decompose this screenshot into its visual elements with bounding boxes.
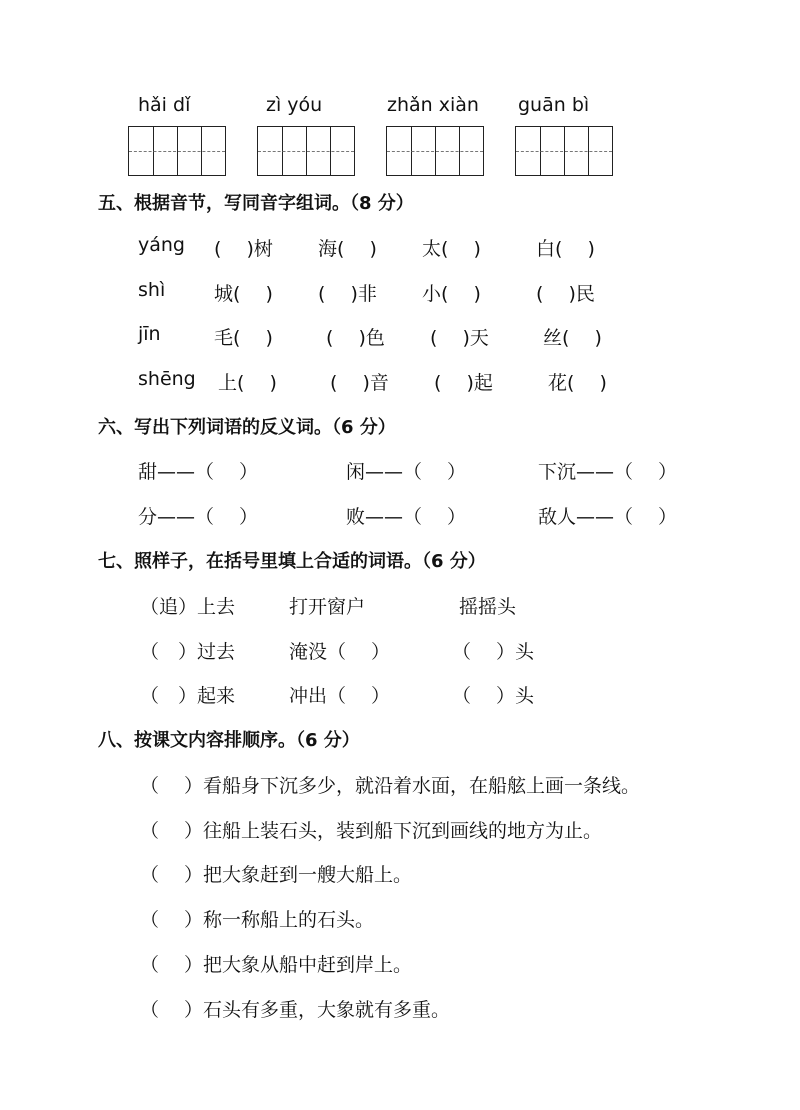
fill-in-item[interactable]: ( )树	[214, 238, 273, 260]
pinyin-syllable: shēng	[138, 368, 196, 390]
order-item[interactable]: （ ）看船身下沉多少，就沿着水面，在船舷上画一条线。	[140, 775, 641, 797]
example-item: （追）上去	[140, 596, 236, 618]
writing-grid-box[interactable]	[257, 126, 355, 176]
fill-in-item[interactable]: 淹没（ ）	[289, 641, 391, 663]
order-item[interactable]: （ ）石头有多重，大象就有多重。	[140, 999, 451, 1021]
fill-in-item[interactable]: ( )民	[536, 283, 595, 305]
fill-in-item[interactable]: （ ）头	[452, 641, 535, 663]
antonym-item[interactable]: 下沉——（ ）	[538, 461, 678, 483]
fill-in-item[interactable]: 丝( )	[543, 327, 602, 349]
pinyin-syllable: shì	[138, 279, 166, 301]
writing-grid-box[interactable]	[128, 126, 226, 176]
fill-in-item[interactable]: 城( )	[214, 283, 273, 305]
fill-in-item[interactable]: 冲出（ ）	[289, 685, 391, 707]
section-heading: 六、写出下列词语的反义词。（6 分）	[98, 417, 396, 438]
antonym-item[interactable]: 分——（ ）	[138, 506, 259, 528]
order-item[interactable]: （ ）把大象赶到一艘大船上。	[140, 864, 413, 886]
writing-grid-box[interactable]	[515, 126, 613, 176]
example-item: 打开窗户	[289, 596, 366, 618]
antonym-item[interactable]: 闲——（ ）	[346, 461, 467, 483]
fill-in-item[interactable]: 太( )	[422, 238, 481, 260]
fill-in-item[interactable]: ( )天	[430, 327, 489, 349]
order-item[interactable]: （ ）把大象从船中赶到岸上。	[140, 954, 413, 976]
fill-in-item[interactable]: 小( )	[422, 283, 481, 305]
fill-in-item[interactable]: 毛( )	[214, 327, 273, 349]
pinyin-syllable: yáng	[138, 234, 185, 256]
fill-in-item[interactable]: ( )音	[330, 372, 389, 394]
order-item[interactable]: （ ）往船上装石头，装到船下沉到画线的地方为止。	[140, 820, 603, 842]
pinyin-label: zì yóu	[266, 94, 323, 116]
pinyin-label: hǎi dǐ	[138, 94, 191, 116]
fill-in-item[interactable]: （ ）过去	[140, 641, 236, 663]
fill-in-item[interactable]: （ ）头	[452, 685, 535, 707]
section-heading: 七、照样子，在括号里填上合适的词语。（6 分）	[98, 551, 486, 572]
pinyin-label: zhǎn xiàn	[387, 94, 479, 116]
fill-in-item[interactable]: 上( )	[218, 372, 277, 394]
example-item: 摇摇头	[459, 596, 517, 618]
writing-grid-box[interactable]	[386, 126, 484, 176]
fill-in-item[interactable]: （ ）起来	[140, 685, 236, 707]
order-item[interactable]: （ ）称一称船上的石头。	[140, 909, 375, 931]
fill-in-item[interactable]: 海( )	[318, 238, 377, 260]
section-heading: 八、按课文内容排顺序。（6 分）	[98, 730, 360, 751]
pinyin-syllable: jīn	[138, 323, 161, 345]
fill-in-item[interactable]: 花( )	[548, 372, 607, 394]
section-heading: 五、根据音节，写同音字组词。（8 分）	[98, 193, 414, 214]
antonym-item[interactable]: 敌人——（ ）	[538, 506, 678, 528]
fill-in-item[interactable]: ( )起	[434, 372, 493, 394]
fill-in-item[interactable]: ( )非	[318, 283, 377, 305]
fill-in-item[interactable]: 白( )	[536, 238, 595, 260]
fill-in-item[interactable]: ( )色	[326, 327, 385, 349]
pinyin-label: guān bì	[518, 94, 590, 116]
antonym-item[interactable]: 甜——（ ）	[138, 461, 259, 483]
antonym-item[interactable]: 败——（ ）	[346, 506, 467, 528]
